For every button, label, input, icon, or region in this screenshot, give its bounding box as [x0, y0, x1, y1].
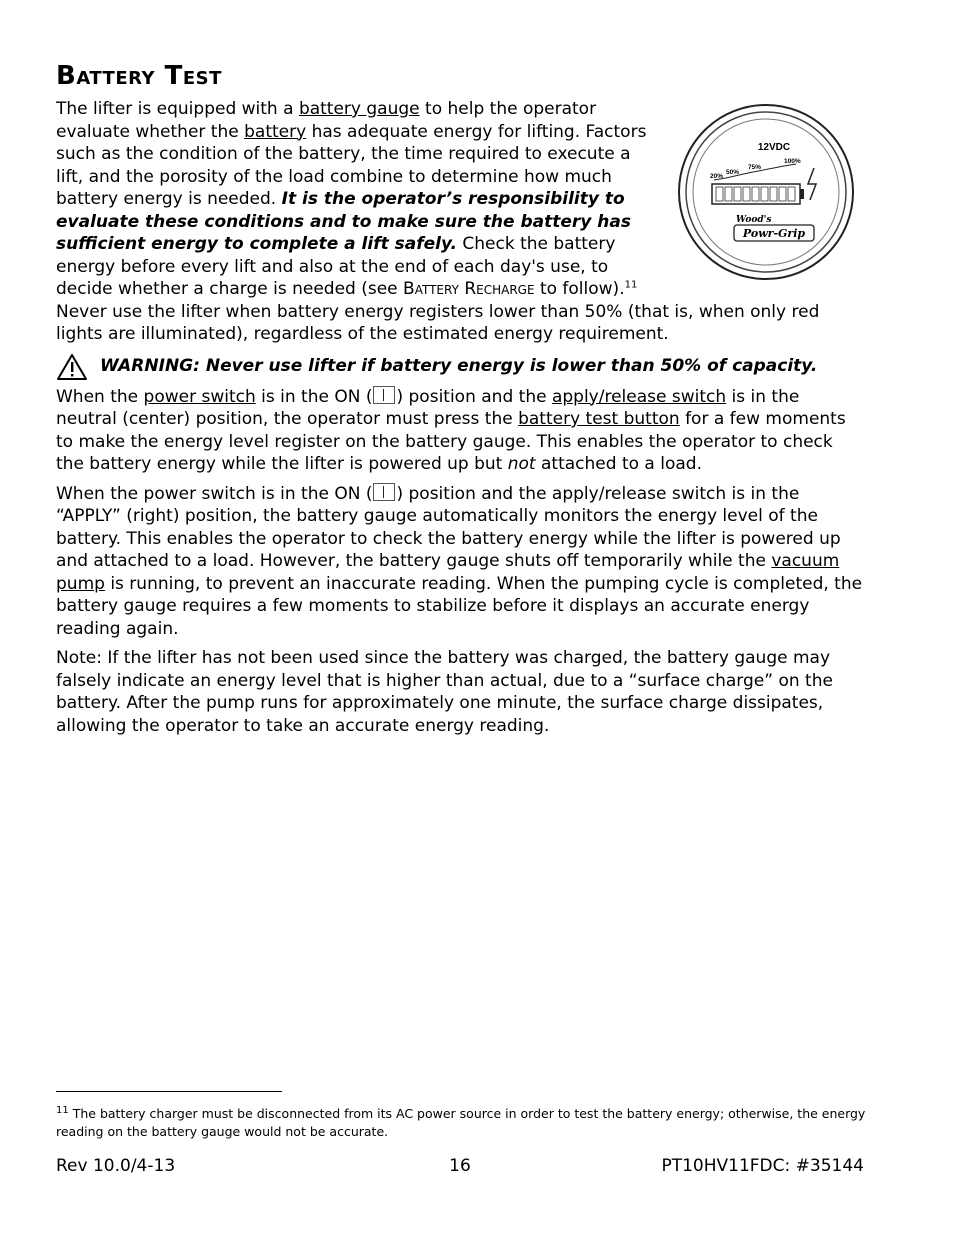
page-title: Battery Test	[56, 61, 222, 91]
power-switch-link[interactable]: power switch	[143, 386, 256, 407]
on-symbol-icon	[373, 386, 395, 404]
footnote: $^{11}$ The battery charger must be disconnected from its AC power source in order to test the battery energy; otherwise, the energy reading on the battery gauge would not be accurate.	[56, 1104, 866, 1139]
gauge-label-100: 100%	[784, 158, 801, 165]
warning-icon	[56, 353, 88, 381]
surface-charge-note: Note: If the lifter has not been used since the battery was charged, the battery gauge may falsely indicate an energy level that is higher than actual, due to a “surface charge” on the battery. After the pump runs for approximately one minute, the surface charge dissipates, allowing the operator to take an accurate energy reading.	[56, 648, 833, 736]
apply-mode-paragraph: When the power switch is in the ON ( ) position and the apply/release switch is in the “APPLY” (right) position, the battery gauge automatically monitors the energy level of the battery. This enables the operator to check the battery energy while the lifter is powered up and attached to a load. However, the battery gauge shuts off temporarily while the vacuum pump is running, to prevent an inaccurate reading. When the pumping cycle is completed, the battery gauge requires a few moments to stabilize before it displays an accurate energy reading again.	[56, 483, 863, 639]
battery-gauge-link[interactable]: battery gauge	[298, 99, 420, 119]
gauge-logo-script: Wood's	[736, 215, 772, 225]
battery-link[interactable]: battery	[244, 121, 307, 142]
page-number: 16	[449, 1156, 471, 1176]
battery-recharge-xref: Battery Recharge	[403, 279, 535, 299]
gauge-voltage-label: 12VDC	[757, 142, 791, 153]
gauge-label-50: 50%	[726, 169, 740, 176]
gauge-logo-name: Powr-Grip	[742, 227, 806, 240]
warning-callout	[56, 353, 864, 381]
footnote-separator	[56, 1091, 282, 1092]
on-symbol-icon	[373, 483, 395, 501]
battery-test-paragraph: When the power switch is in the ON ( ) position and the apply/release switch is in the neutral (center) position, the operator must press the battery test button for a few moments to make the energy level register on the battery gauge. This enables the operator to check the battery energy while the lifter is powered up but not attached to a load.	[56, 386, 846, 474]
intro-paragraph: The lifter is equipped with a battery gauge to help the operator evaluate whether the battery has adequate energy for lifting. Factors such as the condition of the battery, the time required to execute a lift, and the porosity of the load combine to determine how much battery energy is needed. It is the operator’s responsibility to evaluate these conditions and to make sure the battery has sufficient energy to complete a lift safely. Check the battery energy before every lift and also at the end of each day's use, to decide whether a charge is needed (see Battery Recharge to follow).$^{11}$ Never use the lifter when battery energy registers lower than 50% (that is, when only red lights are illuminated), regardless of the estimated energy requirement.	[56, 99, 820, 344]
page-body	[56, 58, 864, 744]
gauge-label-20: 20%	[710, 173, 724, 180]
document-number: PT10HV11FDC: #35144	[661, 1156, 864, 1176]
apply-release-switch-link[interactable]: apply/release switch	[551, 386, 727, 407]
footnote-reference[interactable]: 11	[624, 279, 638, 291]
battery-gauge-image	[666, 98, 864, 284]
responsibility-emphasis: It is the operator’s responsibility to evaluate these conditions and to make sure the battery has sufficient energy to complete a lift safely.	[56, 189, 631, 254]
revision-label: Rev 10.0/4-13	[56, 1156, 176, 1176]
battery-test-button-link[interactable]: battery test button	[518, 409, 680, 429]
vacuum-pump-link[interactable]: vacuum pump	[56, 551, 840, 594]
warning-text: WARNING: Never use lifter if battery energy is lower than 50% of capacity.	[100, 356, 818, 377]
gauge-label-75: 75%	[748, 164, 762, 171]
page-footer	[56, 1156, 864, 1176]
